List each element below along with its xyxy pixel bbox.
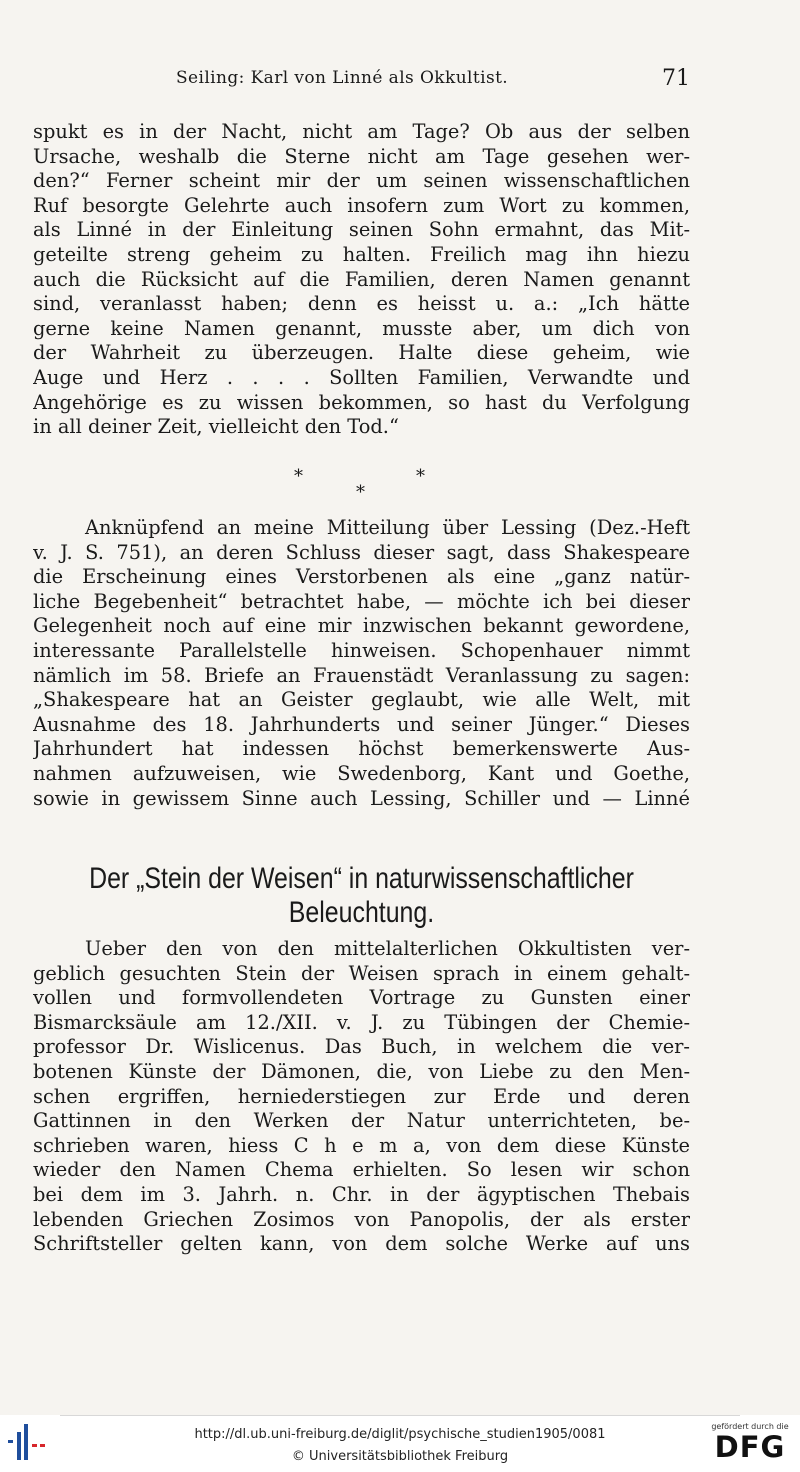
text-line: den?“ Ferner scheint mir der um seinen wissenschaftlichen: [33, 169, 690, 193]
paragraph-linne-continuation: [33, 120, 690, 440]
text-line: Bismarcksäule am 12./XII. v. J. zu Tübingen der Chemie-: [33, 1010, 690, 1034]
paragraph-stein-der-weisen: [33, 937, 690, 1257]
text-line: schen ergriffen, herniederstiegen zur Erde und deren: [33, 1084, 690, 1108]
text-line: v. J. S. 751), an deren Schluss dieser sagt, dass Shakespeare: [33, 540, 690, 564]
dfg-caption: gefördert durch die: [711, 1422, 789, 1431]
text-line: Ueber den von den mittelalterlichen Okkultisten ver-: [85, 937, 690, 960]
dfg-logo-text: DFG: [714, 1430, 786, 1464]
asterisk: *: [416, 466, 425, 487]
heading-line: Beleuchtung.: [288, 896, 435, 929]
text-line: liche Begebenheit“ betrachtet habe, — möchte ich bei dieser: [33, 589, 690, 613]
asterism-divider: [292, 466, 432, 506]
text-line: geblich gesuchten Stein der Weisen sprach in einem gehalt-: [33, 961, 690, 985]
text-line: vollen und formvollendeten Vortrage zu Gunsten einer: [33, 986, 690, 1010]
text-line: Anknüpfend an meine Mitteilung über Lessing (Dez.-Heft: [85, 516, 690, 539]
text-line: wieder den Namen Chema erhielten. So lesen wir schon: [33, 1158, 690, 1182]
running-title: Seiling: Karl von Linné als Okkultist.: [176, 68, 509, 88]
text-line: Ursache, weshalb die Sterne nicht am Tage gesehen wer-: [33, 144, 690, 168]
text-line: nämlich im 58. Briefe an Frauenstädt Veranlassung zu sagen:: [33, 663, 690, 687]
text-line: Angehörige es zu wissen bekommen, so hast du Verfolgung: [33, 390, 690, 414]
text-line: sowie in gewissem Sinne auch Lessing, Schiller und — Linné: [33, 786, 690, 810]
footer-divider: [60, 1415, 740, 1416]
text-line: Ruf besorgte Gelehrte auch insofern zum Wort zu kommen,: [33, 193, 690, 217]
copyright-notice: © Universitätsbibliothek Freiburg: [291, 1449, 509, 1464]
heading-line: Der „Stein der Weisen“ in naturwissenschaftlicher: [89, 862, 634, 895]
text-line: auch die Rücksicht auf die Familien, deren Namen genannt: [33, 267, 690, 291]
text-line: nahmen aufzuweisen, wie Swedenborg, Kant und Goethe,: [33, 761, 690, 785]
text-line: interessante Parallelstelle hinweisen. Schopenhauer nimmt: [33, 638, 690, 662]
asterisk: *: [356, 482, 365, 503]
text-line: Auge und Herz . . . . Sollten Familien, Verwandte und: [33, 365, 690, 389]
page-number: 71: [662, 66, 690, 91]
paragraph-lessing-note: [33, 516, 690, 811]
source-url-link[interactable]: http://dl.ub.uni-freiburg.de/diglit/psychische_studien1905/0081: [194, 1427, 606, 1442]
text-line: in all deiner Zeit, vielleicht den Tod.“: [33, 415, 399, 439]
text-line: geteilte streng geheim zu halten. Freilich mag ihn hiezu: [33, 242, 690, 266]
text-line: Schriftsteller gelten kann, von dem solche Werke auf uns: [33, 1232, 690, 1256]
text-line: Jahrhundert hat indessen höchst bemerkenswerte Aus-: [33, 737, 690, 761]
text-line: die Erscheinung eines Verstorbenen als eine „ganz natür-: [33, 565, 690, 589]
text-line: gerne keine Namen genannt, musste aber, um dich von: [33, 316, 690, 340]
text-line: spukt es in der Nacht, nicht am Tage? Ob aus der selben: [33, 120, 690, 143]
text-line: als Linné in der Einleitung seinen Sohn ermahnt, das Mit-: [33, 218, 690, 242]
text-line: schrieben waren, hiess C h e m a, von dem diese Künste: [33, 1133, 690, 1157]
text-line: sind, veranlasst haben; denn es heisst u. a.: „Ich hätte: [33, 292, 690, 316]
asterisk: *: [294, 466, 303, 487]
text-line: Ausnahme des 18. Jahrhunderts und seiner Jünger.“ Dieses: [33, 712, 690, 736]
text-line: der Wahrheit zu überzeugen. Halte diese geheim, wie: [33, 341, 690, 365]
text-line: botenen Künste der Dämonen, die, von Liebe zu den Men-: [33, 1059, 690, 1083]
section-heading: [89, 862, 634, 930]
text-line: Gattinnen in den Werken der Natur unterrichteten, be-: [33, 1109, 690, 1133]
text-line: lebenden Griechen Zosimos von Panopolis, der als erster: [33, 1207, 690, 1231]
dfg-logo: [706, 1422, 794, 1466]
text-line: bei dem im 3. Jahrh. n. Chr. in der ägyptischen Thebais: [33, 1182, 690, 1206]
text-line: „Shakespeare hat an Geister geglaubt, wie alle Welt, mit: [33, 688, 690, 712]
text-line: professor Dr. Wislicenus. Das Buch, in welchem die ver-: [33, 1035, 690, 1059]
text-line: Gelegenheit noch auf eine mir inzwischen bekannt gewordene,: [33, 614, 690, 638]
